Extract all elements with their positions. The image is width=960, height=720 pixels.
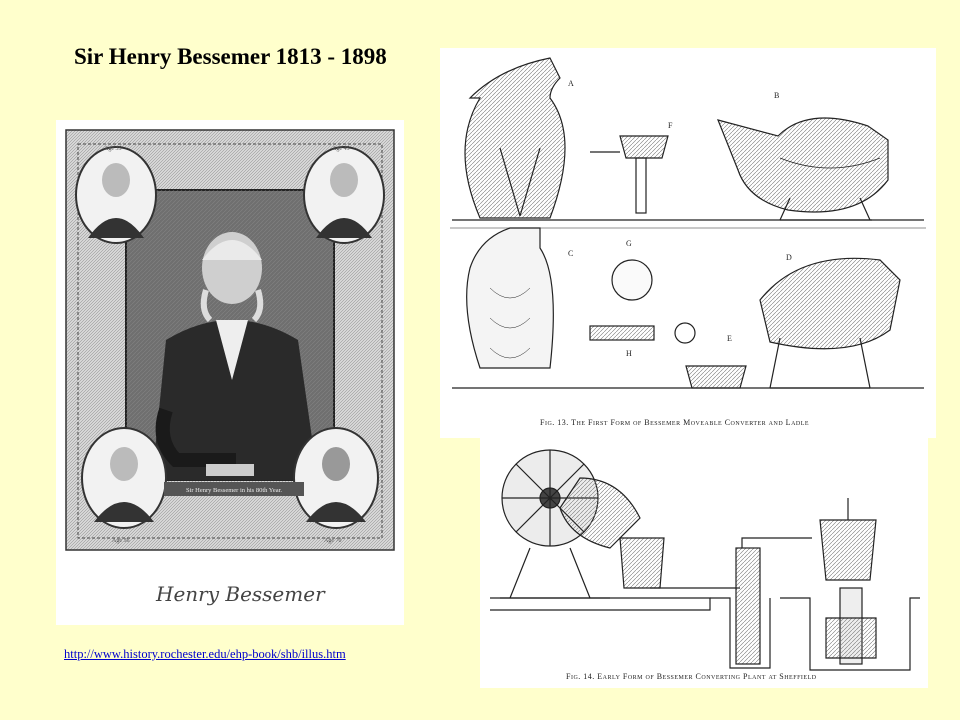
fig13-label-d: D <box>786 253 792 262</box>
fig13-label-e: E <box>727 334 732 343</box>
fig14-converting-plant-plate <box>480 438 928 688</box>
portrait-illustration <box>56 120 404 625</box>
fig14-illustration <box>480 438 928 688</box>
fig13-illustration <box>440 48 936 438</box>
svg-text:Age 45: Age 45 <box>332 146 350 152</box>
fig13-caption: Fig. 13. The First Form of Bessemer Moveable Converter and Ladle <box>540 418 810 427</box>
svg-text:Age 70: Age 70 <box>324 538 342 544</box>
oval-portrait-top-right <box>304 146 384 243</box>
svg-text:Age 35: Age 35 <box>104 146 122 152</box>
fig13-label-c: C <box>568 249 574 258</box>
portrait-banner: Sir Henry Bessemer in his 80th Year. <box>185 487 283 494</box>
bessemer-portrait-engraving <box>56 120 404 625</box>
bessemer-signature: Henry Bessemer <box>156 582 325 606</box>
fig13-label-a: A <box>568 79 574 88</box>
fig13-label-h: H <box>626 349 632 358</box>
oval-portrait-top-left <box>76 146 156 243</box>
fig13-label-f: F <box>668 121 673 130</box>
source-link[interactable]: http://www.history.rochester.edu/ehp-book/shb/illus.htm <box>64 647 346 661</box>
page-title: Sir Henry Bessemer 1813 - 1898 <box>74 44 387 69</box>
fig14-caption: Fig. 14. Early Form of Bessemer Converting Plant at Sheffield <box>566 672 817 681</box>
svg-text:Age 56: Age 56 <box>112 538 130 544</box>
fig13-label-b: B <box>774 91 780 100</box>
fig13-label-g: G <box>626 239 632 248</box>
fig13-converter-and-ladle-plate <box>440 48 936 438</box>
